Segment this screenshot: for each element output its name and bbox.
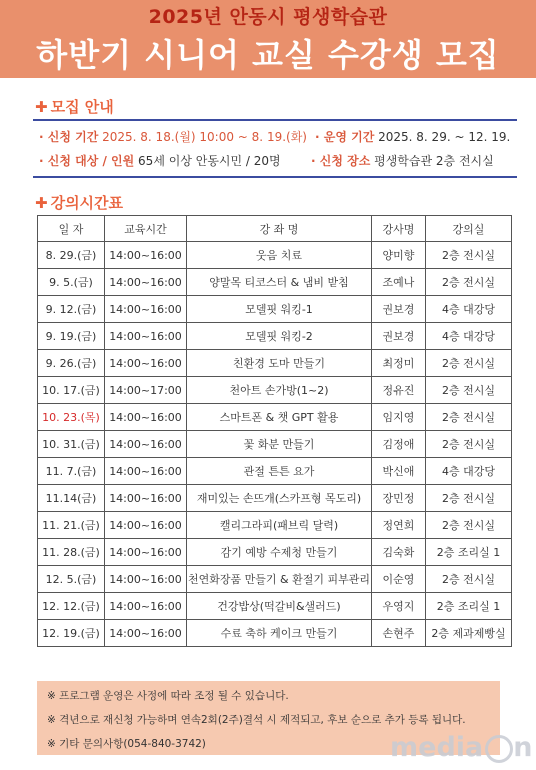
cell-time: 14:00~16:00 <box>105 512 187 539</box>
cell-instructor: 김숙화 <box>372 539 426 566</box>
cell-time: 14:00~16:00 <box>105 566 187 593</box>
cell-instructor: 이순영 <box>372 566 426 593</box>
cell-time: 14:00~16:00 <box>105 485 187 512</box>
cell-time: 14:00~16:00 <box>105 269 187 296</box>
cell-time: 14:00~16:00 <box>105 539 187 566</box>
table-row <box>38 485 512 512</box>
table-row <box>38 350 512 377</box>
cell-instructor: 정유진 <box>372 377 426 404</box>
cell-course: 모델핏 워킹-2 <box>187 323 372 350</box>
header-instructor: 강사명 <box>372 216 426 242</box>
cell-time: 14:00~16:00 <box>105 620 187 647</box>
apply-period-label: · 신청 기간 <box>39 130 99 144</box>
target-label: · 신청 대상 / 인원 <box>39 154 135 168</box>
watermark-text: media <box>390 732 484 763</box>
table-row <box>38 377 512 404</box>
watermark-suffix: n <box>513 732 533 763</box>
notice-item: ※ 격년으로 재신청 가능하며 연속2회(2주)결석 시 제적되고, 후보 순으로 추가 등록 됩니다. <box>47 714 466 726</box>
table-row <box>38 593 512 620</box>
cell-room: 2층 조리실 1 <box>426 593 512 620</box>
header-room: 강의실 <box>426 216 512 242</box>
circle-icon <box>485 735 513 763</box>
header-course: 강 좌 명 <box>187 216 372 242</box>
cell-course: 재미있는 손뜨개(스카프형 목도리) <box>187 485 372 512</box>
schedule-heading-text: 강의시간표 <box>50 194 124 212</box>
cell-instructor: 정연희 <box>372 512 426 539</box>
target-line <box>39 152 281 169</box>
cell-room: 2층 전시실 <box>426 485 512 512</box>
cell-time: 14:00~16:00 <box>105 404 187 431</box>
recruit-info-box <box>33 119 517 178</box>
place-value: 평생학습관 2층 전시실 <box>374 154 494 168</box>
cell-course: 꽃 화분 만들기 <box>187 431 372 458</box>
cell-instructor: 우영지 <box>372 593 426 620</box>
cell-time: 14:00~16:00 <box>105 350 187 377</box>
cell-course: 관절 튼튼 요가 <box>187 458 372 485</box>
cell-course: 감기 예방 수제청 만들기 <box>187 539 372 566</box>
cell-date: 11. 21.(금) <box>38 512 105 539</box>
cell-room: 2층 조리실 1 <box>426 539 512 566</box>
place-line <box>311 152 494 169</box>
table-row <box>38 269 512 296</box>
cell-room: 4층 대강당 <box>426 296 512 323</box>
cell-room: 2층 전시실 <box>426 512 512 539</box>
banner-title: 하반기 시니어 교실 수강생 모집 <box>36 36 500 74</box>
cell-instructor: 장민정 <box>372 485 426 512</box>
cell-instructor: 조예나 <box>372 269 426 296</box>
cell-date: 10. 31.(금) <box>38 431 105 458</box>
cell-date: 11. 7.(금) <box>38 458 105 485</box>
table-row <box>38 539 512 566</box>
cell-room: 4층 대강당 <box>426 458 512 485</box>
cell-room: 2층 전시실 <box>426 566 512 593</box>
cell-instructor: 최정미 <box>372 350 426 377</box>
cell-date: 12. 12.(금) <box>38 593 105 620</box>
table-row <box>38 566 512 593</box>
cell-time: 14:00~16:00 <box>105 242 187 269</box>
cell-room: 2층 전시실 <box>426 242 512 269</box>
cell-instructor: 권보경 <box>372 323 426 350</box>
cell-course: 스마트폰 & 챗 GPT 활용 <box>187 404 372 431</box>
cell-room: 2층 제과제빵실 <box>426 620 512 647</box>
cell-room: 2층 전시실 <box>426 431 512 458</box>
cell-instructor: 권보경 <box>372 296 426 323</box>
apply-period-value: 2025. 8. 18.(월) 10:00 ~ 8. 19.(화) <box>102 130 307 144</box>
schedule-heading <box>35 192 123 213</box>
target-value: 65세 이상 안동시민 / 20명 <box>138 154 281 168</box>
cell-room: 2층 전시실 <box>426 404 512 431</box>
table-row <box>38 242 512 269</box>
cell-instructor: 손현주 <box>372 620 426 647</box>
cell-date: 8. 29.(금) <box>38 242 105 269</box>
cell-room: 4층 대강당 <box>426 323 512 350</box>
run-period-line <box>315 128 510 145</box>
cell-course: 모델핏 워킹-1 <box>187 296 372 323</box>
header-time: 교육시간 <box>105 216 187 242</box>
table-row <box>38 404 512 431</box>
cell-time: 14:00~16:00 <box>105 431 187 458</box>
table-row <box>38 296 512 323</box>
cell-date: 9. 19.(금) <box>38 323 105 350</box>
cell-time: 14:00~16:00 <box>105 296 187 323</box>
cell-time: 14:00~16:00 <box>105 458 187 485</box>
cell-date: 12. 19.(금) <box>38 620 105 647</box>
cell-date: 9. 5.(금) <box>38 269 105 296</box>
recruit-heading-text: 모집 안내 <box>50 98 114 116</box>
cell-instructor: 양미향 <box>372 242 426 269</box>
run-period-value: 2025. 8. 29. ~ 12. 19. <box>378 130 511 144</box>
cell-course: 캘리그라피(패브릭 달력) <box>187 512 372 539</box>
place-label: · 신청 장소 <box>311 154 371 168</box>
cell-instructor: 김정애 <box>372 431 426 458</box>
cell-room: 2층 전시실 <box>426 377 512 404</box>
cell-date: 11. 28.(금) <box>38 539 105 566</box>
cell-date: 10. 23.(목) <box>38 404 105 431</box>
table-row <box>38 512 512 539</box>
cell-room: 2층 전시실 <box>426 269 512 296</box>
watermark-logo <box>390 732 532 763</box>
cell-course: 수료 축하 케이크 만들기 <box>187 620 372 647</box>
cell-date: 9. 12.(금) <box>38 296 105 323</box>
table-row <box>38 458 512 485</box>
plus-icon: ✚ <box>35 98 48 116</box>
cell-instructor: 임지영 <box>372 404 426 431</box>
cell-date: 11.14(금) <box>38 485 105 512</box>
header-date: 일 자 <box>38 216 105 242</box>
schedule-table <box>37 215 512 647</box>
cell-course: 건강밥상(떡갈비&샐러드) <box>187 593 372 620</box>
notice-item: ※ 프로그램 운영은 사정에 따라 조정 될 수 있습니다. <box>47 690 289 702</box>
header-banner <box>0 0 536 78</box>
cell-room: 2층 전시실 <box>426 350 512 377</box>
recruit-heading <box>35 96 114 117</box>
table-row <box>38 431 512 458</box>
schedule-header-row <box>38 216 512 242</box>
cell-course: 친환경 도마 만들기 <box>187 350 372 377</box>
table-row <box>38 323 512 350</box>
table-row <box>38 620 512 647</box>
cell-time: 14:00~16:00 <box>105 593 187 620</box>
plus-icon: ✚ <box>35 194 48 212</box>
cell-date: 10. 17.(금) <box>38 377 105 404</box>
cell-date: 9. 26.(금) <box>38 350 105 377</box>
apply-period-line <box>39 128 307 145</box>
banner-subtitle: 2025년 안동시 평생학습관 <box>148 6 388 28</box>
cell-date: 12. 5.(금) <box>38 566 105 593</box>
cell-time: 14:00~16:00 <box>105 323 187 350</box>
cell-instructor: 박신애 <box>372 458 426 485</box>
cell-course: 웃음 치료 <box>187 242 372 269</box>
cell-time: 14:00~17:00 <box>105 377 187 404</box>
cell-course: 천아트 손가방(1~2) <box>187 377 372 404</box>
cell-course: 양말목 티코스터 & 냄비 받침 <box>187 269 372 296</box>
run-period-label: · 운영 기간 <box>315 130 375 144</box>
cell-course: 천연화장품 만들기 & 환절기 피부관리 <box>187 566 372 593</box>
notice-item: ※ 기타 문의사항(054-840-3742) <box>47 738 206 750</box>
